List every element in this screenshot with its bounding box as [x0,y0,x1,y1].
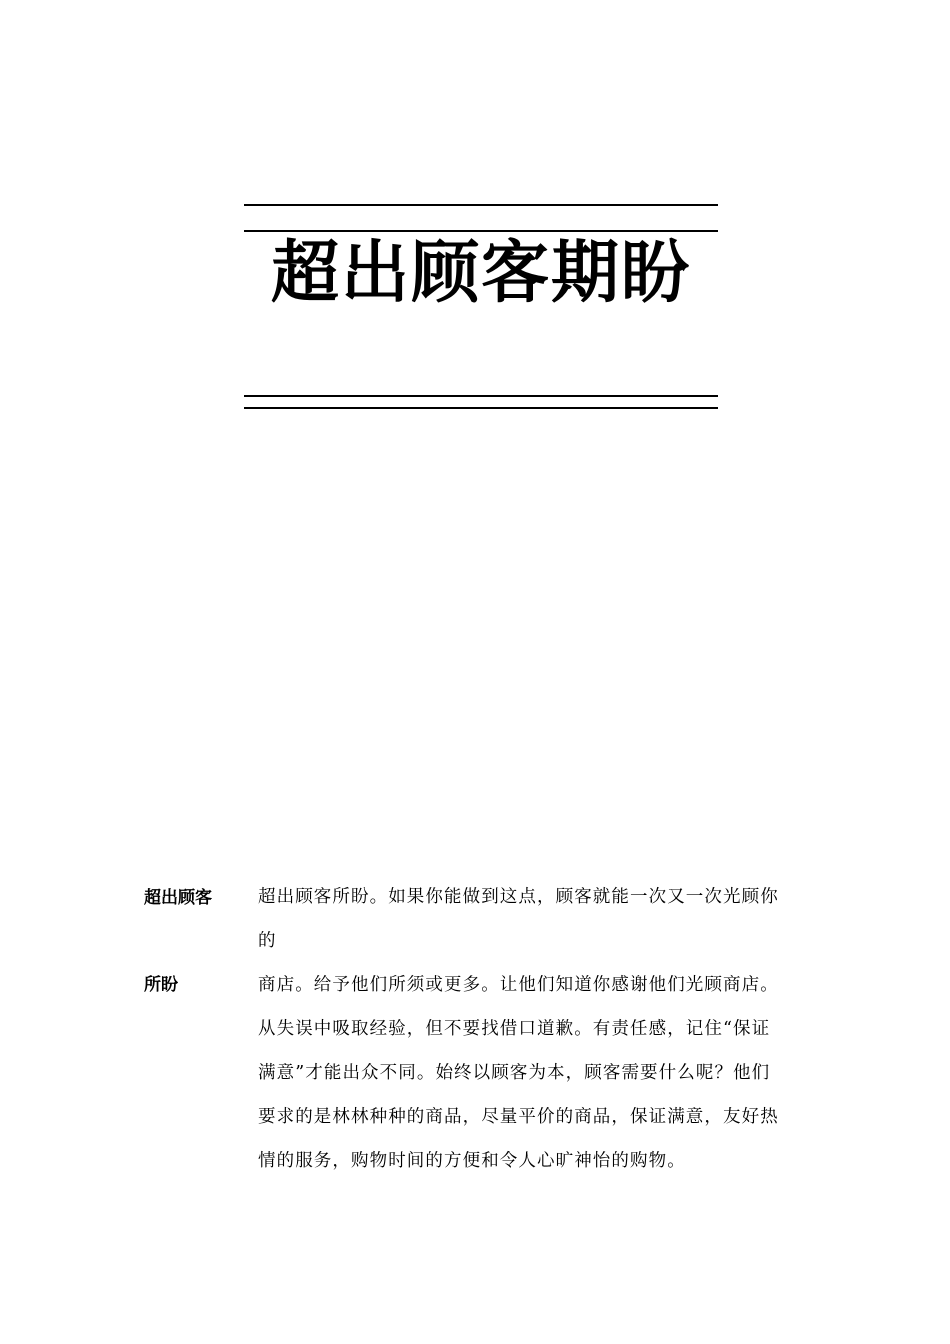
body-line-5: 满意”才能出众不同。始终以顾客为本，顾客需要什么呢？他们 [258,1063,771,1083]
body-line-6: 要求的是林林种种的商品，尽量平价的商品，保证满意，友好热 [258,1107,779,1127]
side-heading-line-1: 超出顾客 [144,888,212,908]
title-top-rule-1 [244,204,718,206]
title-bottom-rule-1 [244,395,718,397]
document-title: 超出顾客期盼 [270,234,691,313]
body-line-4: 从失误中吸取经验，但不要找借口道歉。有责任感，记住“保证 [258,1019,771,1039]
side-heading-line-2: 所盼 [144,975,178,995]
body-line-1: 超出顾客所盼。如果你能做到这点，顾客就能一次又一次光顾你 [258,887,779,907]
body-line-3: 商店。给予他们所须或更多。让他们知道你感谢他们光顾商店。 [258,975,779,995]
body-line-7: 情的服务，购物时间的方便和令人心旷神怡的购物。 [258,1151,686,1171]
title-bottom-rule-2 [244,407,718,409]
body-line-2: 的 [258,931,277,951]
